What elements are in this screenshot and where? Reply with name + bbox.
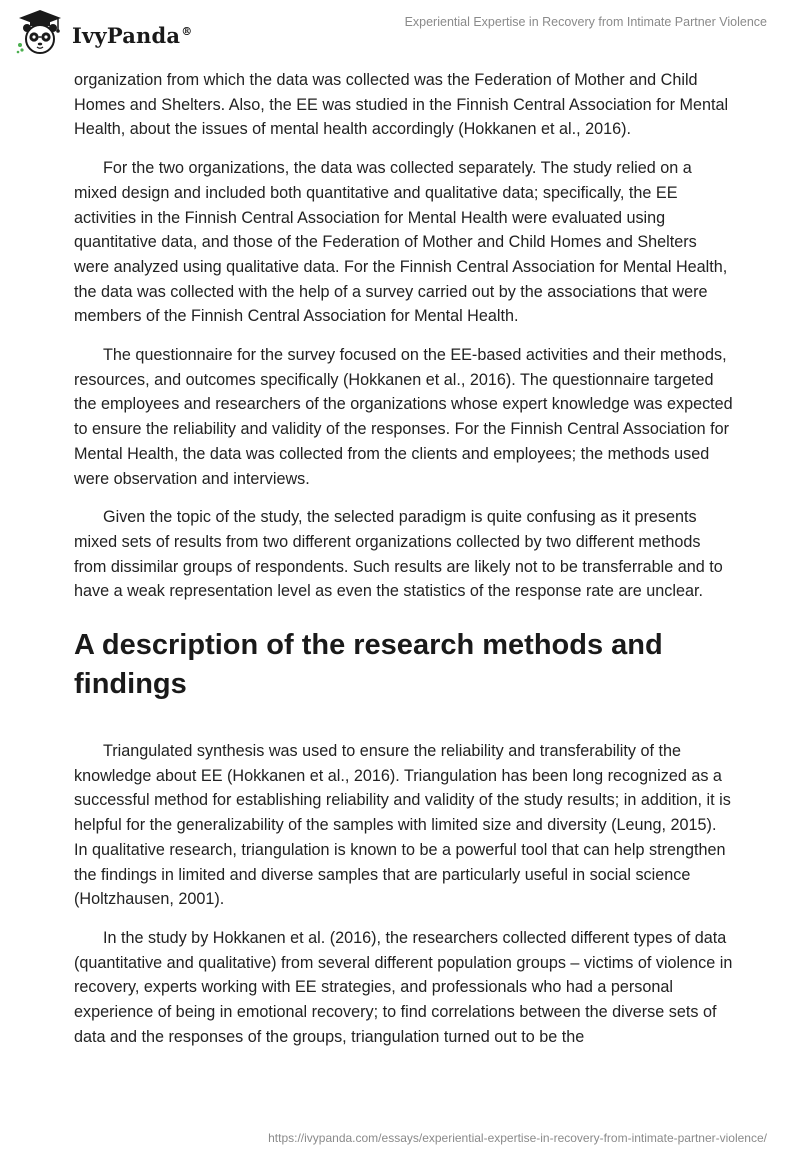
page-header bbox=[0, 0, 800, 64]
source-url[interactable]: https://ivypanda.com/essays/experiential-expertise-in-recovery-from-intimate-partner-violence/ bbox=[268, 1131, 767, 1145]
section-heading: A description of the research methods and findings bbox=[74, 629, 663, 701]
paragraph-6: In the study by Hokkanen et al. (2016), the researchers collected different types of data (quantitative and qualitative) from several different population groups – victims of violence in recovery, experts working with EE strategies, and professionals who had a personal experience of being in emotional recovery; to find correlations between the diverse sets of data and the responses of the groups, triangulation turned out to be the bbox=[74, 928, 733, 1046]
paragraph-4: Given the topic of the study, the selected paradigm is quite confusing as it presents mixed sets of results from two different organizations collected by two different methods from dissimilar groups of respondents. Such results are likely not to be transferrable and to have a weak representation level as even the statistics of the response rate are unclear. bbox=[74, 508, 723, 601]
paragraph-2: For the two organizations, the data was collected separately. The study relied on a mixed design and included both quantitative and qualitative data; specifically, the EE activities in the Finnish Central Association for Mental Health were evaluated using quantitative data, and those of the Federation of Mother and Child Homes and Shelters were analyzed using qualitative data. For the Finnish Central Association for Mental Health, the data was collected with the help of a survey carried out by the associations that were members of the Finnish Central Association for Mental Health. bbox=[74, 159, 728, 326]
essay-body bbox=[74, 68, 734, 1064]
registered-mark: ® bbox=[181, 24, 193, 38]
ivypanda-logo[interactable] bbox=[14, 8, 192, 56]
paragraph-3: The questionnaire for the survey focused on the EE-based activities and their methods, resources, and outcomes specifically (Hokkanen et al., 2016). The questionnaire targeted the employees and researchers of the organizations whose expert knowledge was expected to ensure the reliability and validity of the responses. For the Finnish Central Association for Mental Health, the data was collected from the clients and employees; the methods used were observation and interviews. bbox=[74, 346, 733, 488]
paragraph-5: Triangulated synthesis was used to ensure the reliability and transferability of the knowledge about EE (Hokkanen et al., 2016). Triangulation has been long recognized as a successful method for establishing reliability and validity of the study results; in addition, it is helpful for the generalizability of the samples with limited size and diversity (Leung, 2015). In qualitative research, triangulation is known to be a powerful tool that can help strengthen the findings in limited and diverse samples that are particularly useful in social science (Holtzhausen, 2001). bbox=[74, 742, 731, 909]
brand-name: IvyPanda® bbox=[72, 22, 193, 48]
panda-mascot-icon bbox=[14, 8, 66, 56]
document-title: Experiential Expertise in Recovery from Intimate Partner Violence bbox=[404, 15, 767, 29]
paragraph-1: organization from which the data was collected was the Federation of Mother and Child Homes and Shelters. Also, the EE was studied in the Finnish Central Association for Mental Health, about the issues of mental health accordingly (Hokkanen et al., 2016). bbox=[74, 71, 729, 139]
